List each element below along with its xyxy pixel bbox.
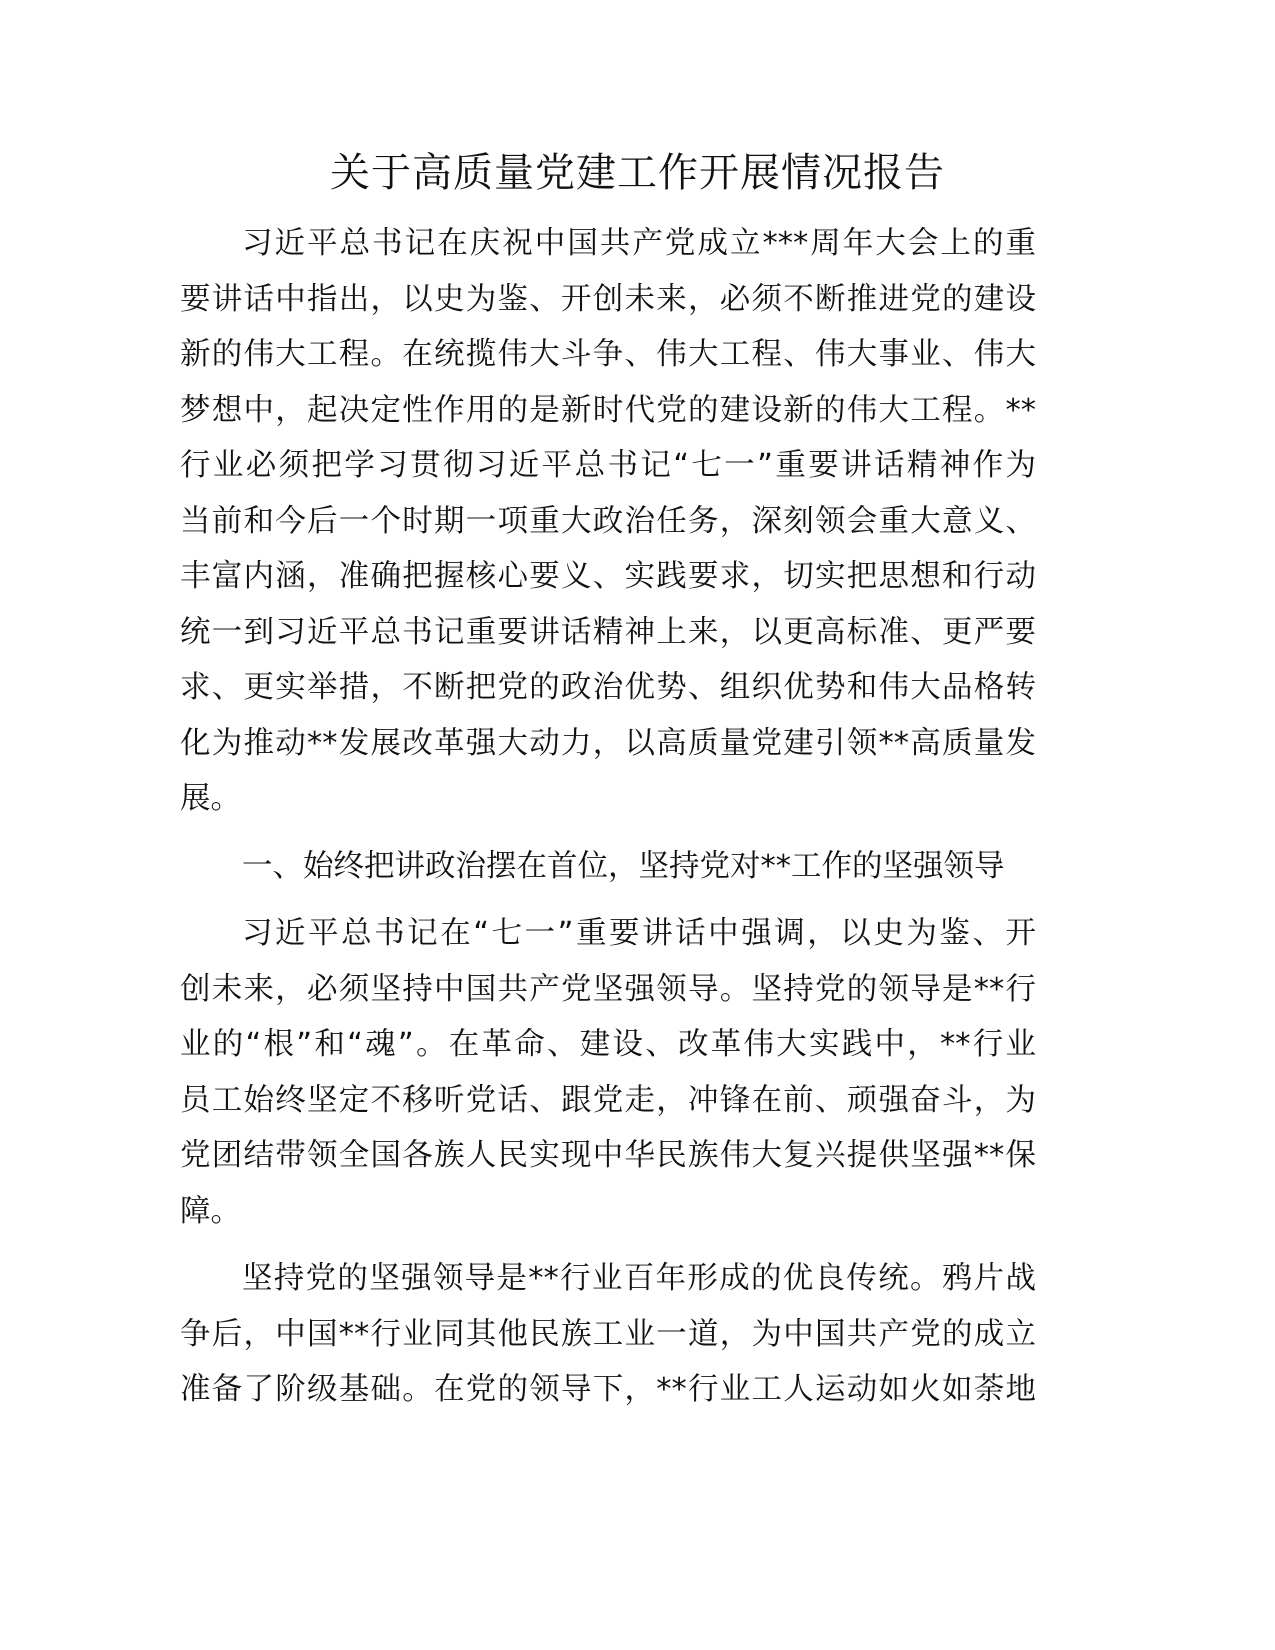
text-line: 新的伟大工程。在统揽伟大斗争、伟大工程、伟大事业、伟大 — [180, 337, 1036, 372]
text-line: 准备了阶级基础。在党的领导下，**行业工人运动如火如荼地 — [180, 1372, 1036, 1407]
text-line: 一、始终把讲政治摆在首位，坚持党对**工作的坚强领导 — [242, 848, 1005, 884]
text-line: 统一到习近平总书记重要讲话精神上来，以更高标准、更严要 — [180, 614, 1036, 650]
text-line: 党团结带领全国各族人民实现中华民族伟大复兴提供坚强**保 — [180, 1138, 1036, 1173]
text-line: 要讲话中指出，以史为鉴、开创未来，必须不断推进党的建设 — [180, 281, 1036, 317]
text-line: 创未来，必须坚持中国共产党坚强领导。坚持党的领导是**行 — [180, 971, 1036, 1007]
text-line: 化为推动**发展改革强大动力，以高质量党建引领**高质量发 — [180, 725, 1036, 761]
text-line: 梦想中，起决定性作用的是新时代党的建设新的伟大工程。** — [180, 392, 1036, 428]
paragraph — [180, 216, 1036, 827]
document-title: 关于高质量党建工作开展情况报告 — [330, 150, 945, 196]
section-heading — [180, 839, 1036, 895]
text-line: 当前和今后一个时期一项重大政治任务，深刻领会重大意义、 — [180, 503, 1036, 539]
text-line: 习近平总书记在“七一”重要讲话中强调，以史为鉴、开 — [242, 916, 1036, 951]
text-line: 展。 — [180, 781, 241, 816]
text-line: 行业必须把学习贯彻习近平总书记“七一”重要讲话精神作为 — [180, 448, 1036, 483]
text-line: 习近平总书记在庆祝中国共产党成立***周年大会上的重 — [242, 226, 1036, 261]
text-line: 障。 — [180, 1193, 241, 1229]
text-line: 员工始终坚定不移听党话、跟党走，冲锋在前、顽强奋斗，为 — [180, 1082, 1036, 1118]
text-line: 坚持党的坚强领导是**行业百年形成的优良传统。鸦片战 — [242, 1261, 1036, 1296]
paragraph — [180, 1251, 1036, 1418]
document-body — [180, 216, 1036, 1430]
text-line: 求、更实举措，不断把党的政治优势、组织优势和伟大品格转 — [180, 670, 1036, 705]
paragraph — [180, 906, 1036, 1239]
text-line: 业的“根”和“魂”。在革命、建设、改革伟大实践中，**行业 — [180, 1027, 1036, 1062]
text-line: 丰富内涵，准确把握核心要义、实践要求，切实把思想和行动 — [180, 559, 1036, 594]
text-line: 争后，中国**行业同其他民族工业一道，为中国共产党的成立 — [180, 1316, 1036, 1352]
